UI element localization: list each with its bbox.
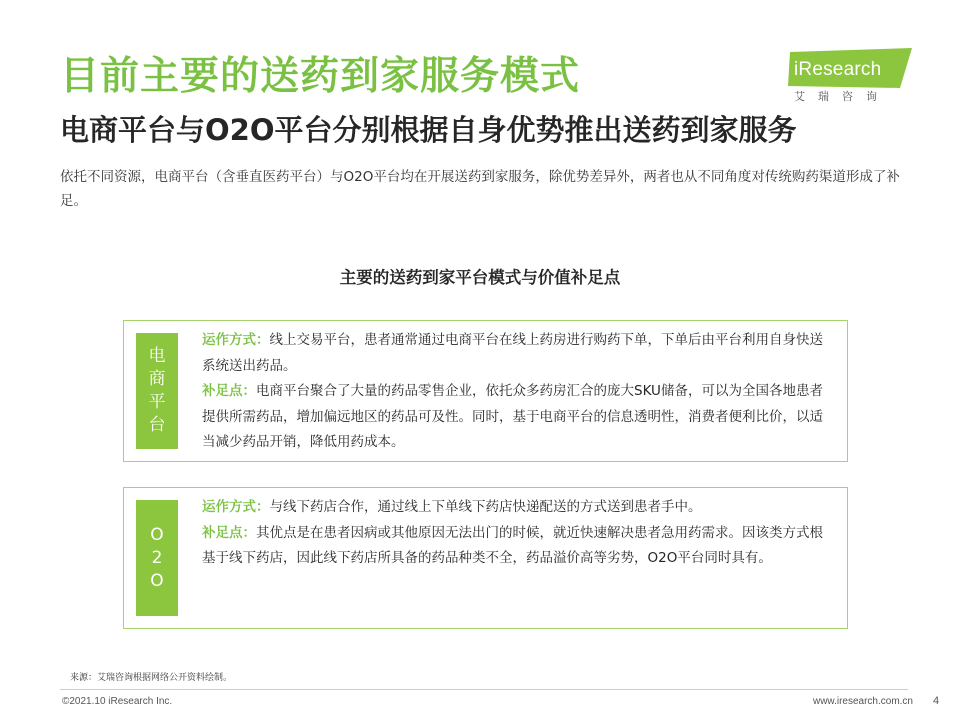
page-title: 目前主要的送药到家服务模式 bbox=[60, 54, 581, 99]
value-text: 电商平台聚合了大量的药品零售企业，依托众多药房汇合的庞大SKU储备，可以为全国各地患者提供所需药品，增加偏远地区的药品可及性。同时，基于电商平台的信息透明性，消费者便利比价，以适当减少药品开销，降低用药成本。 bbox=[202, 383, 823, 450]
mode-text: 与线下药店合作，通过线上下单线下药店快递配送的方式送到患者手中。 bbox=[269, 499, 702, 515]
value-paragraph bbox=[202, 379, 834, 456]
card-tag-ecommerce bbox=[136, 333, 178, 449]
mode-text: 线上交易平台，患者通常通过电商平台在线上药房进行购药下单，下单后由平台利用自身快送系统送出药品。 bbox=[202, 332, 823, 374]
tag-char: 台 bbox=[148, 415, 166, 435]
tag-char: 电 bbox=[148, 346, 166, 366]
tag-char: 商 bbox=[148, 369, 166, 389]
footer-divider bbox=[60, 689, 908, 690]
card-body-o2o bbox=[202, 495, 834, 572]
card-body-ecommerce bbox=[202, 328, 834, 456]
mode-paragraph bbox=[202, 495, 834, 521]
value-label: 补足点： bbox=[202, 383, 256, 399]
tag-char: O bbox=[150, 570, 164, 591]
copyright-text: ©2021.10 iResearch Inc. bbox=[62, 696, 173, 707]
card-o2o bbox=[123, 487, 848, 629]
intro-paragraph: 依托不同资源，电商平台（含垂直医药平台）与O2O平台均在开展送药到家服务，除优势差异外，两者也从不同角度对传统购药渠道形成了补足。 bbox=[60, 169, 900, 209]
tag-char: 平 bbox=[148, 392, 166, 412]
section-title: 主要的送药到家平台模式与价值补足点 bbox=[339, 268, 621, 287]
website-link[interactable]: www.iresearch.com.cn bbox=[812, 696, 913, 707]
mode-label: 运作方式： bbox=[202, 499, 270, 515]
source-note: 来源：艾瑞咨询根据网络公开资料绘制。 bbox=[70, 673, 233, 683]
mode-paragraph bbox=[202, 328, 834, 379]
value-paragraph bbox=[202, 521, 834, 572]
logo-chinese-name: 艾瑞咨询 bbox=[794, 90, 890, 103]
logo-wordmark: iResearch bbox=[794, 59, 882, 80]
card-ecommerce bbox=[123, 320, 848, 462]
page-number: 4 bbox=[933, 695, 940, 707]
card-tag-o2o bbox=[136, 500, 178, 616]
iresearch-logo bbox=[788, 48, 918, 108]
tag-char: 2 bbox=[151, 547, 163, 568]
value-text: 其优点是在患者因病或其他原因无法出门的时候，就近快速解决患者急用药需求。因该类方式根基于线下药店，因此线下药店所具备的药品种类不全，药品溢价高等劣势，O2O平台同时具有。 bbox=[202, 524, 823, 566]
mode-label: 运作方式： bbox=[202, 332, 270, 348]
page-subtitle: 电商平台与O2O平台分别根据自身优势推出送药到家服务 bbox=[60, 113, 797, 147]
tag-char: O bbox=[150, 524, 164, 545]
value-label: 补足点： bbox=[202, 524, 256, 541]
